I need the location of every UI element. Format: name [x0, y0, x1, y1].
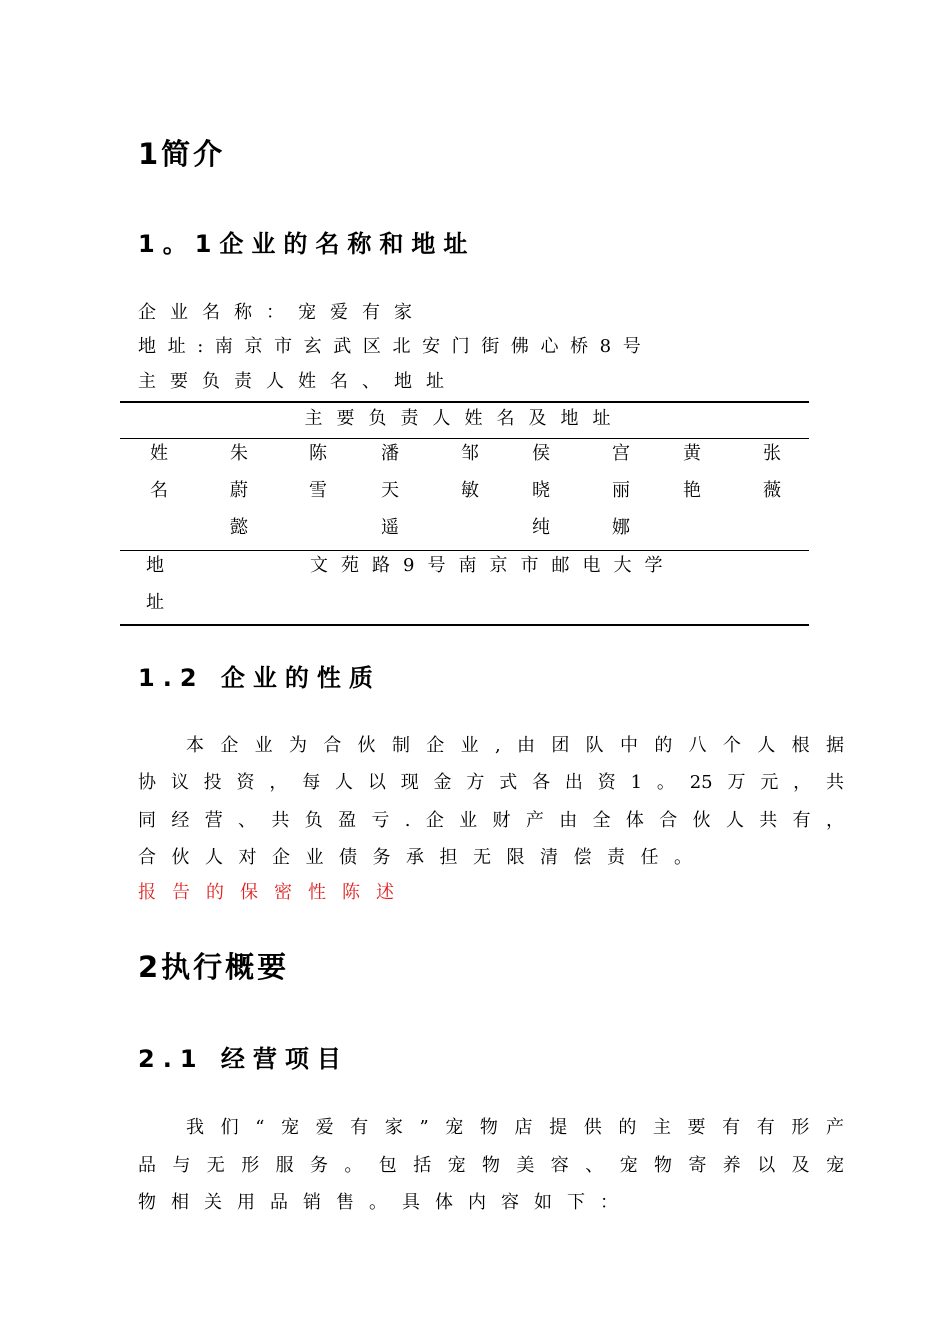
- name-cell: 黄 艳: [683, 443, 701, 501]
- name-cell: 张 薇: [763, 443, 781, 501]
- subsection-title-business-items: 2.1 经营项目: [138, 1045, 349, 1073]
- paragraph-line: 我们“宠爱有家”宠物店提供的主要有有形产: [186, 1117, 844, 1138]
- paragraph-line: 本企业为合伙制企业,由团队中的八个人根据: [186, 735, 844, 756]
- paragraph-line: 物相关用品销售。具体内容如下：: [138, 1192, 633, 1213]
- table-bottom-rule: [120, 624, 809, 626]
- paragraph-line: 品与无形服务。包括宠物美容、宠物寄养以及宠: [138, 1155, 844, 1176]
- address-line: 地址:南京市玄武区北安门街佛心桥8号: [138, 336, 653, 357]
- section-title-intro: 1简介: [138, 137, 226, 171]
- name-cell: 邹 敏: [461, 443, 479, 501]
- table-top-rule: [120, 401, 809, 403]
- subsection-title-name-address: 1。1企业的名称和地址: [138, 230, 476, 258]
- name-cell: 侯 晓 纯: [532, 443, 550, 538]
- address-value-cell: 文苑路9号南京市邮电大学: [310, 555, 676, 576]
- name-cell: 宫 丽 娜: [612, 443, 630, 538]
- paragraph-line: 同经营、共负盈亏.企业财产由全体合伙人共有，: [138, 810, 844, 831]
- table-caption: 主要负责人姓名及地址: [304, 408, 625, 429]
- paragraph-line: 合伙人对企业债务承担无限清偿责任。: [138, 847, 708, 868]
- paragraph-line: 协议投资，每人以现金方式各出资1。25万元，共: [138, 772, 844, 793]
- company-name-line: 企业名称：宠爱有家: [138, 302, 426, 323]
- name-cell: 潘 天 遥: [381, 443, 399, 538]
- name-header-cell: 姓 名: [150, 443, 168, 501]
- address-header-cell: 地 址: [146, 555, 164, 613]
- confidentiality-statement: 报告的保密性陈述: [138, 882, 410, 903]
- principal-line: 主要负责人姓名、地址: [138, 371, 458, 392]
- name-cell: 陈 雪: [309, 443, 327, 501]
- name-cell: 朱 蔚 懿: [230, 443, 248, 538]
- section-title-executive-summary: 2执行概要: [138, 950, 290, 984]
- subsection-title-nature: 1.2 企业的性质: [138, 664, 381, 692]
